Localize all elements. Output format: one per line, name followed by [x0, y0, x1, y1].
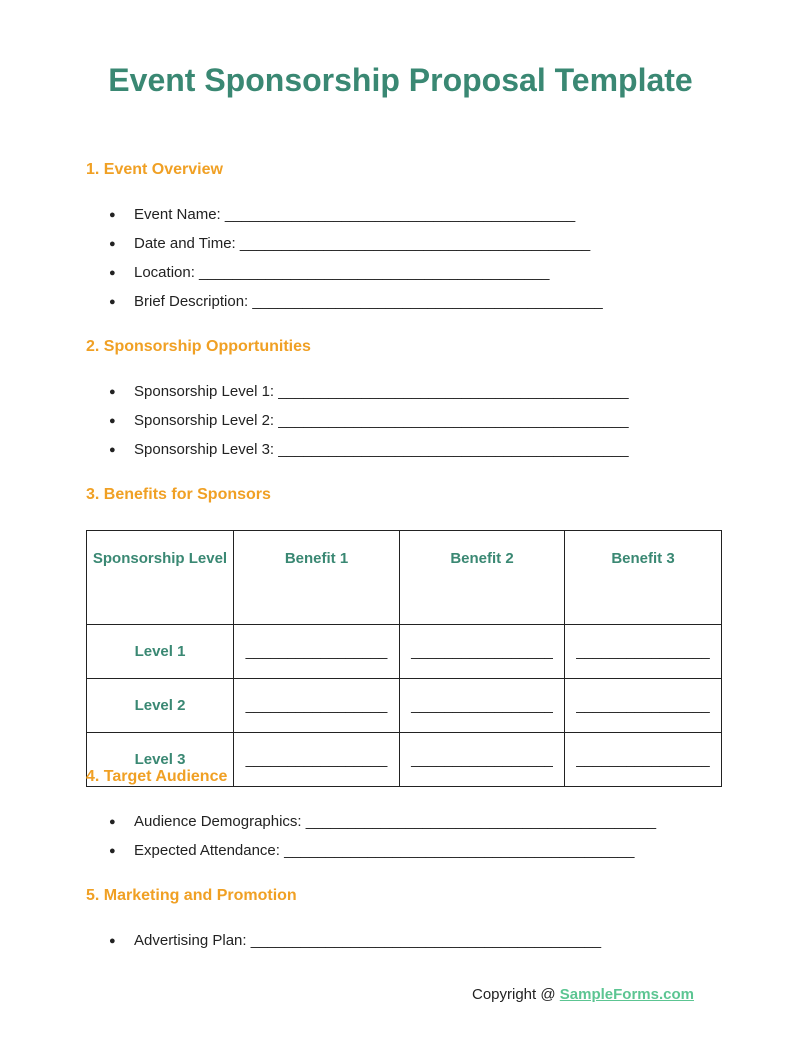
benefits-table [86, 530, 722, 787]
page-title: Event Sponsorship Proposal Template [108, 62, 693, 98]
level-cell: Level 3 [87, 733, 234, 787]
list-item: ● Date and Time: __________________________________________ [0, 234, 603, 263]
blank-cell: _________________ [234, 733, 400, 787]
section-heading-marketing: 5. Marketing and Promotion [86, 887, 297, 904]
level-cell: Level 1 [87, 625, 234, 679]
header-cell: Benefit 3 [565, 531, 722, 625]
blank-cell: ________________ [565, 733, 722, 787]
sponsorship-opportunities-list [0, 382, 629, 469]
blank-cell: ________________ [565, 679, 722, 733]
section-heading-target-audience: 4. Target Audience [86, 768, 228, 785]
footer-copyright [472, 986, 694, 1003]
list-item: ● Audience Demographics: __________________________________________ [0, 812, 656, 841]
marketing-list [0, 931, 601, 960]
header-cell: Sponsorship Level [87, 531, 234, 625]
header-cell: Benefit 1 [234, 531, 400, 625]
level-cell: Level 2 [87, 679, 234, 733]
section-heading-sponsorship-opportunities: 2. Sponsorship Opportunities [86, 338, 311, 355]
list-item: ● Event Name: __________________________________________ [0, 205, 603, 234]
blank-cell: _________________ [234, 679, 400, 733]
blank-cell: _________________ [234, 625, 400, 679]
section-heading-event-overview: 1. Event Overview [86, 161, 223, 178]
list-item: ● Sponsorship Level 1: __________________________________________ [0, 382, 629, 411]
list-item: ● Location: __________________________________________ [0, 263, 603, 292]
event-overview-list [0, 205, 603, 321]
list-item: ● Sponsorship Level 3: __________________________________________ [0, 440, 629, 469]
table-header-row [87, 531, 722, 625]
blank-cell: ________________ [565, 625, 722, 679]
table-row [87, 625, 722, 679]
section-heading-benefits: 3. Benefits for Sponsors [86, 486, 271, 503]
sampleforms-link[interactable]: SampleForms.com [559, 986, 694, 1003]
blank-cell: _________________ [400, 625, 565, 679]
list-item: ● Sponsorship Level 2: __________________________________________ [0, 411, 629, 440]
table-row [87, 679, 722, 733]
list-item: ● Expected Attendance: __________________________________________ [0, 841, 656, 870]
list-item: ● Brief Description: __________________________________________ [0, 292, 603, 321]
copyright-text: Copyright @ [472, 986, 560, 1003]
header-cell: Benefit 2 [400, 531, 565, 625]
target-audience-list [0, 812, 656, 870]
blank-cell: _________________ [400, 679, 565, 733]
list-item: ● Advertising Plan: __________________________________________ [0, 931, 601, 960]
blank-cell: _________________ [400, 733, 565, 787]
